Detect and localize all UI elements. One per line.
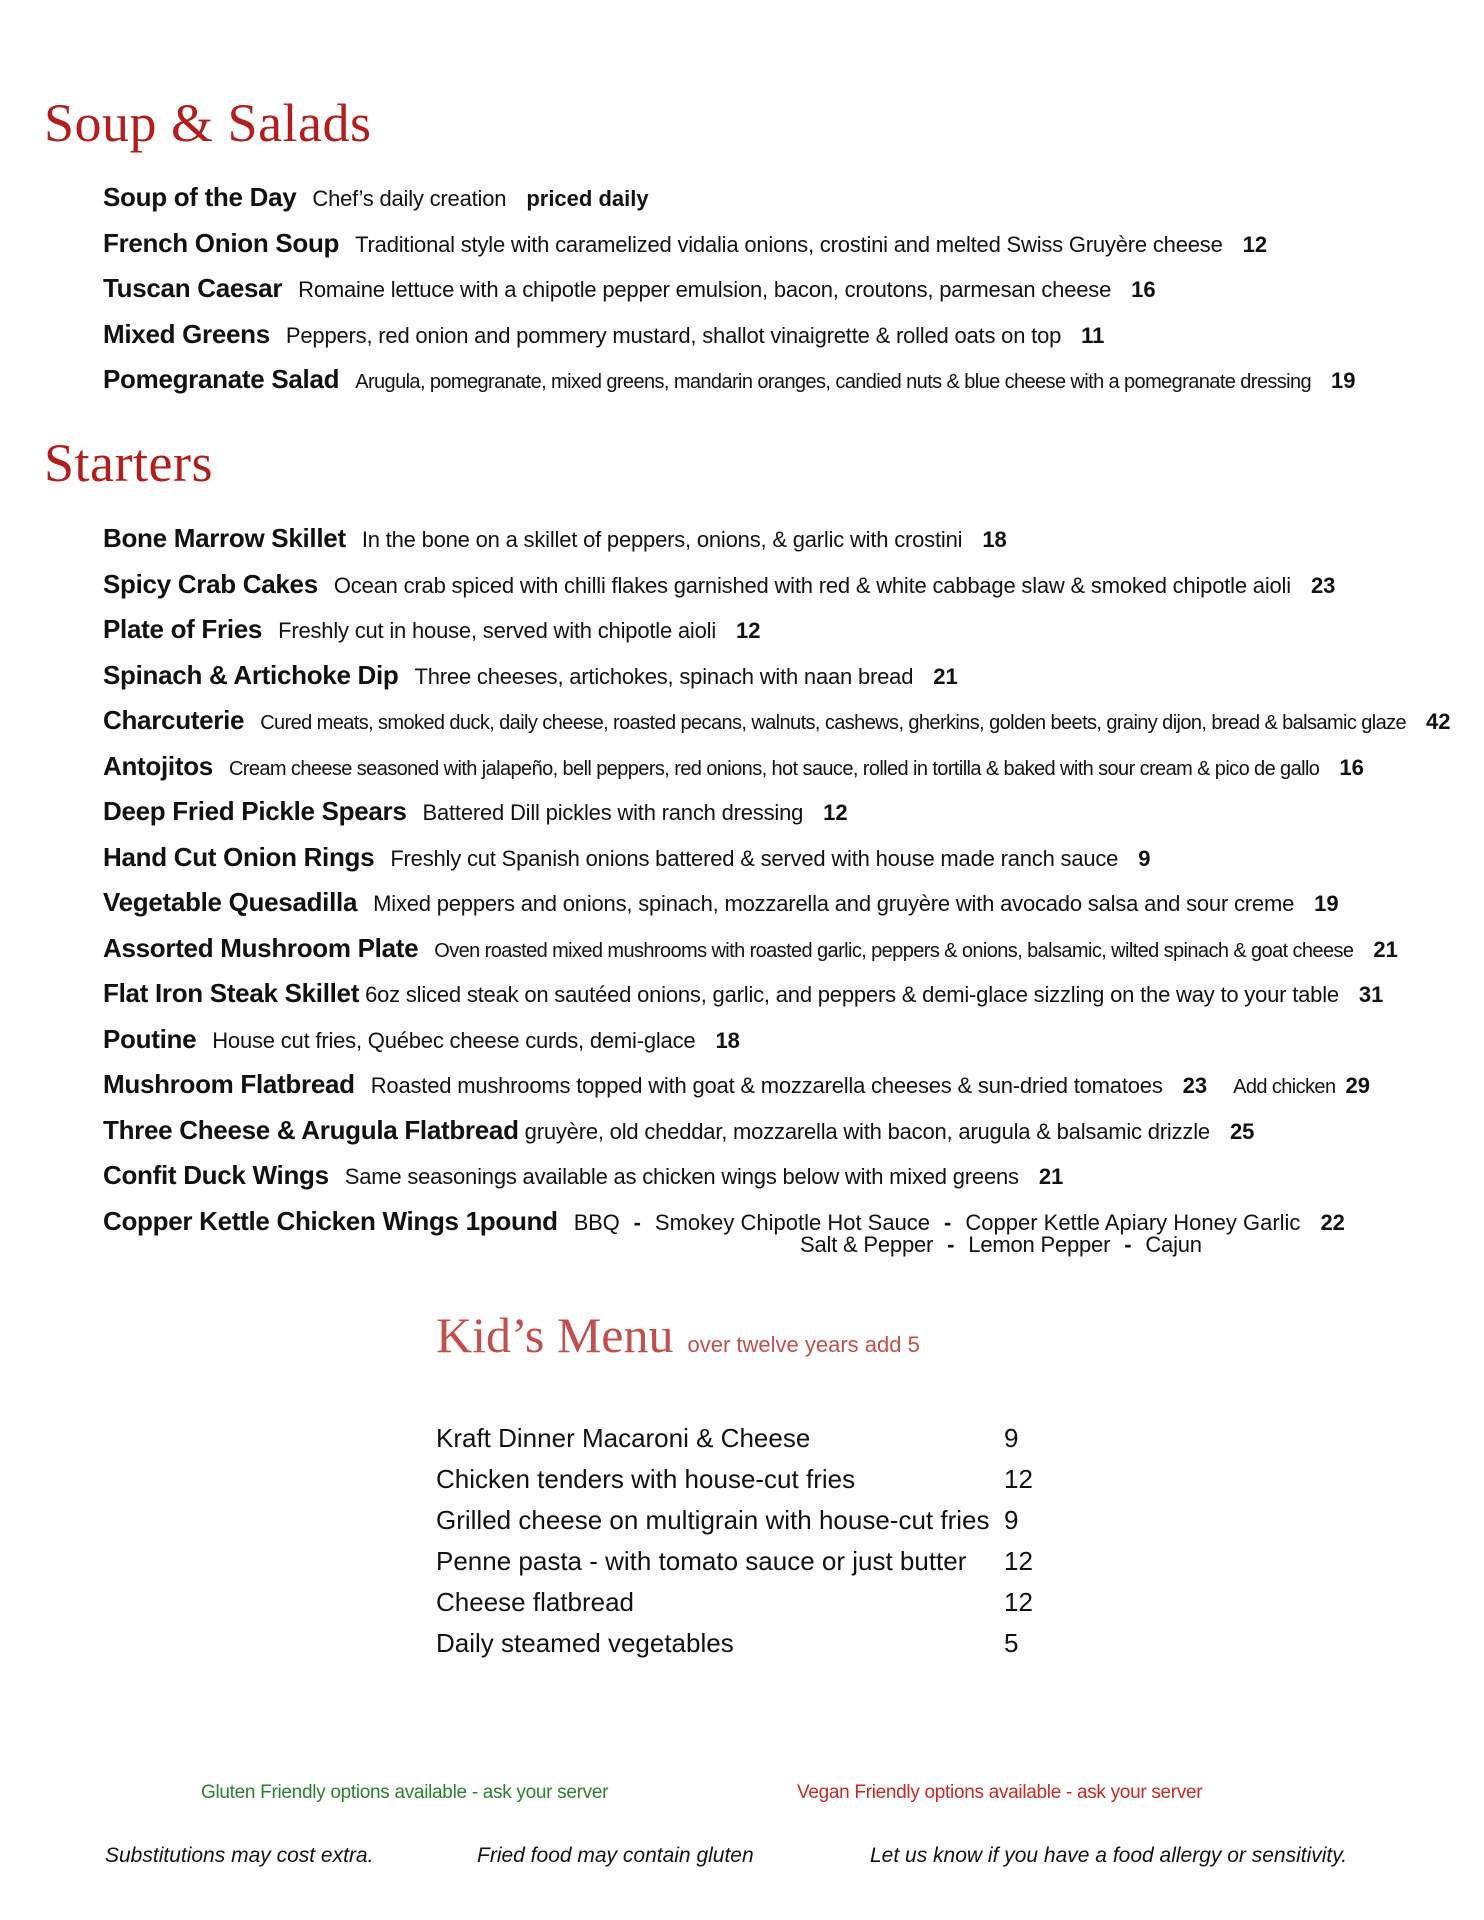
soup-salads-list: [103, 175, 1473, 403]
starters-title: Starters: [44, 433, 213, 493]
menu-item-spicy-crab-cakes: [103, 562, 1473, 608]
wing-option-honey-garlic: Copper Kettle Apiary Honey Garlic: [965, 1209, 1301, 1235]
item-price: 12: [736, 618, 761, 643]
item-name: Antojitos: [103, 750, 213, 781]
item-price: 18: [715, 1027, 740, 1053]
item-name: French Onion Soup: [103, 227, 340, 258]
kids-item: [436, 1623, 1036, 1664]
menu-item-mushroom-flatbread: [103, 1062, 1473, 1108]
item-description: Arugula, pomegranate, mixed greens, mandarin oranges, candied nuts & blue cheese with a pomegranate dressing: [355, 371, 1312, 393]
item-price: priced daily: [526, 186, 649, 211]
item-description: Freshly cut in house, served with chipotle aioli: [278, 618, 717, 643]
menu-item-chicken-wings: [103, 1199, 1473, 1245]
kids-item: [436, 1418, 1036, 1459]
kids-item: [436, 1582, 1036, 1623]
item-price: 11: [1081, 322, 1105, 348]
fried-food-note: Fried food may contain gluten: [477, 1844, 754, 1867]
wing-option-lemon-pepper: Lemon Pepper: [968, 1232, 1111, 1257]
item-name: Plate of Fries: [103, 614, 263, 644]
item-name: Three Cheese & Arugula Flatbread: [103, 1114, 519, 1145]
item-price: 21: [933, 663, 958, 689]
item-price: 21: [1038, 1164, 1064, 1189]
substitutions-note: Substitutions may cost extra.: [105, 1844, 374, 1867]
separator: -: [1124, 1232, 1132, 1257]
item-addon: Add chicken: [1233, 1076, 1336, 1098]
item-name: Hand Cut Onion Rings: [103, 841, 375, 872]
kids-item: [436, 1500, 1036, 1541]
wing-option-bbq: BBQ: [573, 1209, 620, 1235]
menu-item-antojitos: [103, 744, 1473, 790]
item-description: Peppers, red onion and pommery mustard, shallot vinaigrette & rolled oats on top: [285, 322, 1062, 348]
separator: -: [947, 1232, 955, 1257]
item-description: Ocean crab spiced with chilli flakes garnished with red & white cabbage slaw & smoked chipotle aioli: [333, 572, 1291, 598]
kids-menu-header: [436, 1306, 920, 1364]
menu-item-tuscan-caesar: [103, 266, 1473, 312]
item-description: Oven roasted mixed mushrooms with roasted garlic, peppers & onions, balsamic, wilted spinach & goat cheese: [434, 939, 1354, 962]
item-name: Soup of the Day: [103, 182, 297, 212]
gluten-friendly-note: Gluten Friendly options available - ask your server: [201, 1782, 609, 1803]
item-price: 12: [1004, 1546, 1033, 1576]
item-description: In the bone on a skillet of peppers, onions, & garlic with crostini: [361, 527, 963, 552]
item-name: Chicken tenders with house-cut fries: [436, 1464, 856, 1494]
item-name: Tuscan Caesar: [103, 273, 283, 303]
item-name: Penne pasta - with tomato sauce or just butter: [436, 1546, 967, 1576]
item-description: Chef’s daily creation: [312, 186, 507, 211]
menu-item-bone-marrow-skillet: [103, 516, 1473, 562]
item-description: Mixed peppers and onions, spinach, mozzarella and gruyère with avocado salsa and sour creme: [373, 891, 1295, 916]
wing-option-chipotle: Smokey Chipotle Hot Sauce: [654, 1209, 931, 1235]
item-price: 19: [1331, 368, 1356, 393]
item-name: Vegetable Quesadilla: [103, 887, 358, 917]
menu-item-mixed-greens: [103, 312, 1473, 358]
item-price: 19: [1314, 891, 1339, 916]
item-price: 9: [1004, 1505, 1019, 1535]
vegan-friendly-note: Vegan Friendly options available - ask your server: [797, 1782, 1203, 1803]
item-price: 23: [1310, 572, 1336, 598]
soup-salads-title: Soup & Salads: [44, 93, 372, 153]
wing-option-salt-pepper: Salt & Pepper: [800, 1232, 934, 1257]
item-price: 23: [1182, 1073, 1208, 1098]
kids-menu-title: Kid’s Menu: [436, 1307, 674, 1363]
menu-item-flat-iron-steak-skillet: [103, 971, 1473, 1017]
wing-options-line-2: [800, 1232, 1202, 1258]
item-name: Kraft Dinner Macaroni & Cheese: [436, 1423, 811, 1453]
menu-item-deep-fried-pickle-spears: [103, 789, 1473, 835]
item-description: House cut fries, Québec cheese curds, demi-glace: [212, 1027, 696, 1053]
menu-item-spinach-artichoke-dip: [103, 653, 1473, 699]
item-description: Traditional style with caramelized vidalia onions, crostini and melted Swiss Gruyère cheese: [355, 231, 1223, 257]
menu-item-vegetable-quesadilla: [103, 880, 1473, 926]
item-name: Mushroom Flatbread: [103, 1069, 355, 1099]
item-description: Roasted mushrooms topped with goat & mozzarella cheeses & sun-dried tomatoes: [370, 1073, 1163, 1098]
item-price: 5: [1004, 1628, 1019, 1658]
item-price: 12: [1004, 1464, 1033, 1494]
menu-item-soup-of-the-day: [103, 175, 1473, 221]
item-name: Mixed Greens: [103, 318, 270, 349]
menu-item-french-onion-soup: [103, 221, 1473, 267]
item-description: Romaine lettuce with a chipotle pepper emulsion, bacon, croutons, parmesan cheese: [298, 277, 1112, 302]
item-name: Charcuterie: [103, 705, 245, 735]
wing-option-cajun: Cajun: [1145, 1232, 1202, 1257]
item-price: 25: [1229, 1118, 1255, 1144]
item-name: Daily steamed vegetables: [436, 1628, 734, 1658]
item-name: Flat Iron Steak Skillet: [103, 978, 360, 1008]
item-description: 6oz sliced steak on sautéed onions, garlic, and peppers & demi-glace sizzling on the way to your table: [365, 982, 1339, 1007]
menu-item-pomegranate-salad: [103, 357, 1473, 403]
menu-item-assorted-mushroom-plate: [103, 926, 1473, 972]
menu-item-confit-duck-wings: [103, 1153, 1473, 1199]
item-price: 42: [1426, 709, 1451, 734]
item-price: 16: [1339, 754, 1364, 780]
item-name: Confit Duck Wings: [103, 1160, 329, 1190]
item-price: 22: [1320, 1209, 1345, 1235]
item-name: Grilled cheese on multigrain with house-cut fries: [436, 1505, 990, 1535]
separator: -: [633, 1209, 641, 1235]
item-name: Poutine: [103, 1023, 197, 1054]
kids-item: [436, 1459, 1036, 1500]
item-name: Bone Marrow Skillet: [103, 523, 346, 553]
item-description: Same seasonings available as chicken wings below with mixed greens: [344, 1164, 1019, 1189]
starters-list: [103, 516, 1473, 1244]
kids-menu-list: [436, 1418, 1036, 1664]
item-price: 9: [1138, 845, 1151, 871]
allergy-note: Let us know if you have a food allergy or sensitivity.: [870, 1844, 1348, 1867]
item-name: Copper Kettle Chicken Wings 1pound: [103, 1205, 558, 1236]
menu-item-three-cheese-flatbread: [103, 1108, 1473, 1154]
item-name: Deep Fried Pickle Spears: [103, 796, 407, 826]
kids-menu-note: over twelve years add 5: [687, 1332, 920, 1357]
item-name: Cheese flatbread: [436, 1587, 635, 1617]
menu-item-plate-of-fries: [103, 607, 1473, 653]
menu-item-hand-cut-onion-rings: [103, 835, 1473, 881]
item-description: Battered Dill pickles with ranch dressing: [422, 800, 804, 825]
item-price: 16: [1131, 277, 1156, 302]
item-name: Spicy Crab Cakes: [103, 568, 318, 599]
item-price: 12: [1004, 1587, 1033, 1617]
item-description: gruyère, old cheddar, mozzarella with bacon, arugula & balsamic drizzle: [524, 1118, 1210, 1144]
item-name: Assorted Mushroom Plate: [103, 932, 419, 963]
item-description: Three cheeses, artichokes, spinach with naan bread: [414, 663, 914, 689]
item-name: Pomegranate Salad: [103, 364, 340, 394]
item-price: 18: [982, 527, 1007, 552]
menu-item-charcuterie: [103, 698, 1473, 744]
item-price: 12: [1242, 231, 1268, 257]
item-price: 21: [1373, 936, 1398, 962]
menu-item-poutine: [103, 1017, 1473, 1063]
item-name: Spinach & Artichoke Dip: [103, 659, 399, 690]
item-description: Freshly cut Spanish onions battered & served with house made ranch sauce: [390, 845, 1119, 871]
item-addon-price: 29: [1345, 1073, 1370, 1098]
item-description: Cream cheese seasoned with jalapeño, bell peppers, red onions, hot sauce, rolled in tortilla & baked with sour cream & pico de gallo: [228, 757, 1320, 780]
separator: -: [944, 1209, 952, 1235]
item-description: Cured meats, smoked duck, daily cheese, roasted pecans, walnuts, cashews, gherkins, golden beets, grainy dijon, bread & balsamic glaze: [260, 712, 1407, 734]
kids-item: [436, 1541, 1036, 1582]
item-price: 31: [1358, 982, 1384, 1007]
item-price: 9: [1004, 1423, 1019, 1453]
item-price: 12: [823, 800, 848, 825]
